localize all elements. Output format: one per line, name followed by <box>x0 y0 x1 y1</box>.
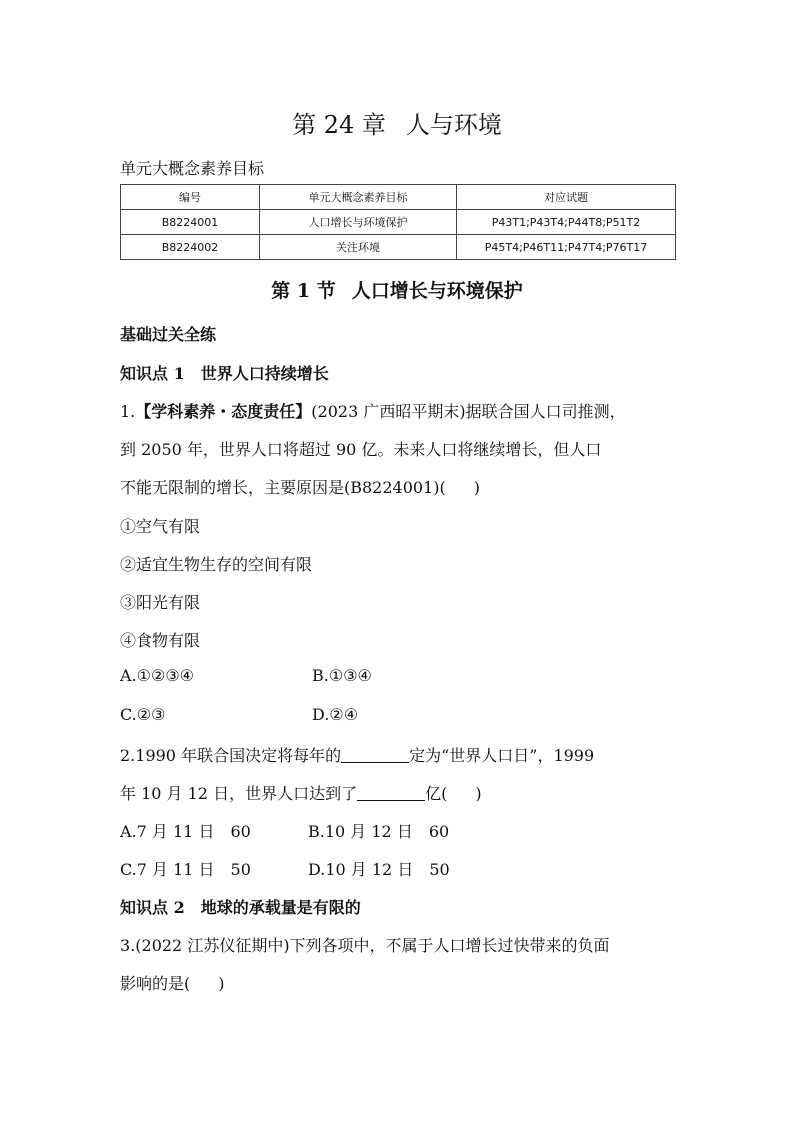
q2-line2 <box>120 781 482 804</box>
q3-paren-close: ) <box>218 974 225 993</box>
q2-line1 <box>120 743 594 766</box>
table-cell: B8224002 <box>121 235 260 260</box>
section-name: 人口增长与环境保护 <box>351 280 523 302</box>
practice-heading: 基础过关全练 <box>120 325 217 344</box>
knowledge-point-1 <box>120 361 329 384</box>
q1-option-b: B.①③④ <box>312 666 372 685</box>
section-title <box>0 276 794 303</box>
table-cell: P45T4;P46T11;P47T4;P76T17 <box>457 235 676 260</box>
table-header-cell: 单元大概念素养目标 <box>260 185 457 210</box>
chapter-number: 第 24 章 <box>292 111 386 139</box>
table-cell: B8224001 <box>121 210 260 235</box>
q1-option-c: C.②③ <box>120 705 166 724</box>
q1-source: (2023 广西昭平期末)据联合国人口司推测， <box>311 402 626 421</box>
table-row <box>121 235 676 260</box>
q1-item: ①空气有限 <box>120 517 201 536</box>
q2-stem-cont: 年 10 月 12 日，世界人口达到了 <box>120 784 358 803</box>
q2-paren-close: ) <box>475 784 482 803</box>
kp1-title: 世界人口持续增长 <box>200 364 329 383</box>
q2-option-c: C.7 月 11 日 50 <box>120 860 251 879</box>
table-cell: P43T1;P43T4;P44T8;P51T2 <box>457 210 676 235</box>
q1-item: ②适宜生物生存的空间有限 <box>120 555 313 574</box>
q3-line2 <box>120 971 225 994</box>
q1-item: ③阳光有限 <box>120 593 201 612</box>
q1-item: ④食物有限 <box>120 631 201 650</box>
q1-option-a: A.①②③④ <box>120 666 195 685</box>
q1-line3 <box>120 475 480 498</box>
kp1-number: 知识点 1 <box>120 364 185 383</box>
table-row <box>121 210 676 235</box>
kp2-number: 知识点 2 <box>120 898 185 917</box>
goals-caption: 单元大概念素养目标 <box>120 159 265 178</box>
table-header-cell: 编号 <box>121 185 260 210</box>
section-number: 第 1 节 <box>271 280 336 302</box>
q2-option-b: B.10 月 12 日 60 <box>308 822 450 841</box>
q3-stem-end: 影响的是( <box>120 974 191 993</box>
q2-stem-start: 2.1990 年联合国决定将每年的 <box>120 746 342 765</box>
q2-option-d: D.10 月 12 日 50 <box>308 860 450 879</box>
knowledge-point-2 <box>120 895 361 918</box>
table-cell: 关注环境 <box>260 235 457 260</box>
q2-stem-mid: 定为“世界人口日”，1999 <box>409 746 595 765</box>
q1-option-d: D.②④ <box>312 705 359 724</box>
q1-stem-end: 不能无限制的增长，主要原因是(B8224001)( <box>120 478 446 497</box>
kp2-title: 地球的承载量是有限的 <box>200 898 361 917</box>
q2-option-a: A.7 月 11 日 60 <box>120 822 251 841</box>
fill-blank[interactable] <box>357 784 425 801</box>
chapter-name: 人与环境 <box>405 111 502 139</box>
table-header-row <box>121 185 676 210</box>
q1-line2: 到 2050 年，世界人口将超过 90 亿。未来人口将继续增长，但人口 <box>120 440 602 459</box>
q2-stem-end: 亿( <box>425 784 448 803</box>
goals-table <box>120 184 676 260</box>
q1-line1 <box>120 399 626 422</box>
q1-number: 1. <box>120 402 136 421</box>
fill-blank[interactable] <box>341 746 409 763</box>
chapter-title <box>0 105 794 140</box>
q3-line1: 3.(2022 江苏仪征期中)下列各项中，不属于人口增长过快带来的负面 <box>120 936 610 955</box>
table-cell: 人口增长与环境保护 <box>260 210 457 235</box>
q1-paren-close: ) <box>473 478 480 497</box>
q1-tag: 【学科素养・态度责任】 <box>135 402 312 421</box>
table-header-cell: 对应试题 <box>457 185 676 210</box>
